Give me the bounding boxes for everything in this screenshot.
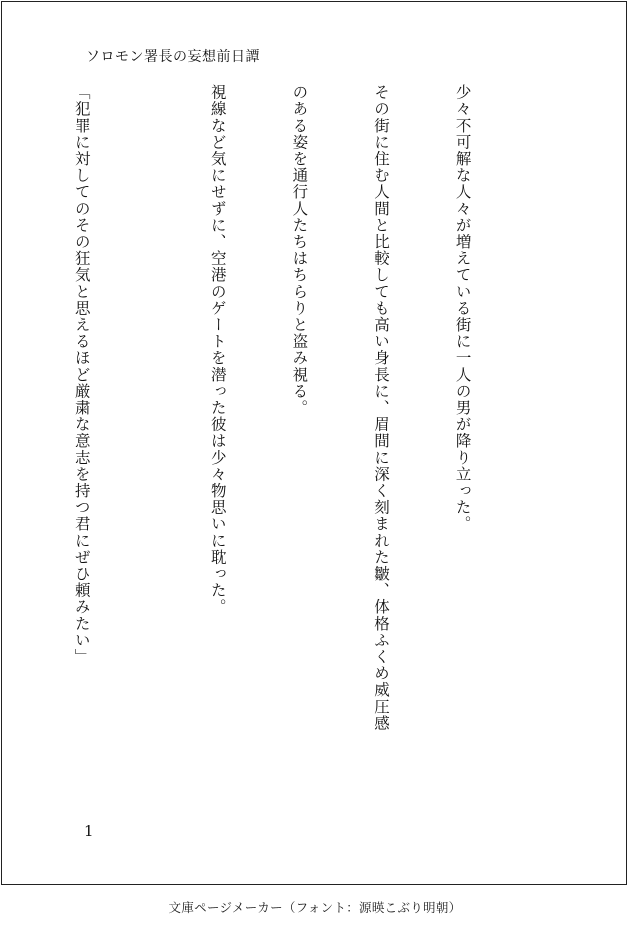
text-column: 少々不可解な人々が増えている街に一人の男が降り立った。 [453, 84, 472, 533]
text-column: のある姿を通行人たちはちらりと盗み視る。 [290, 84, 309, 416]
text-column: 視線など気にせずに、空港のゲートを潜った彼は少々物思いに耽った。 [208, 84, 227, 616]
text-column: その街に住む人間と比較しても高い身長に、眉間に深く刻まれた皺、体格ふくめ威圧感 [371, 84, 390, 732]
body-text [0, 84, 530, 784]
text-column: 「犯罪に対してのその狂気と思えるほど厳粛な意志を持つ君にぜひ頼みたい」 [72, 84, 91, 665]
footer-credit: 文庫ページメーカー（フォント：源暎こぶり明朝） [168, 900, 462, 915]
page-number: 1 [84, 822, 94, 840]
page-title: ソロモン署長の妄想前日譚 [86, 49, 260, 65]
